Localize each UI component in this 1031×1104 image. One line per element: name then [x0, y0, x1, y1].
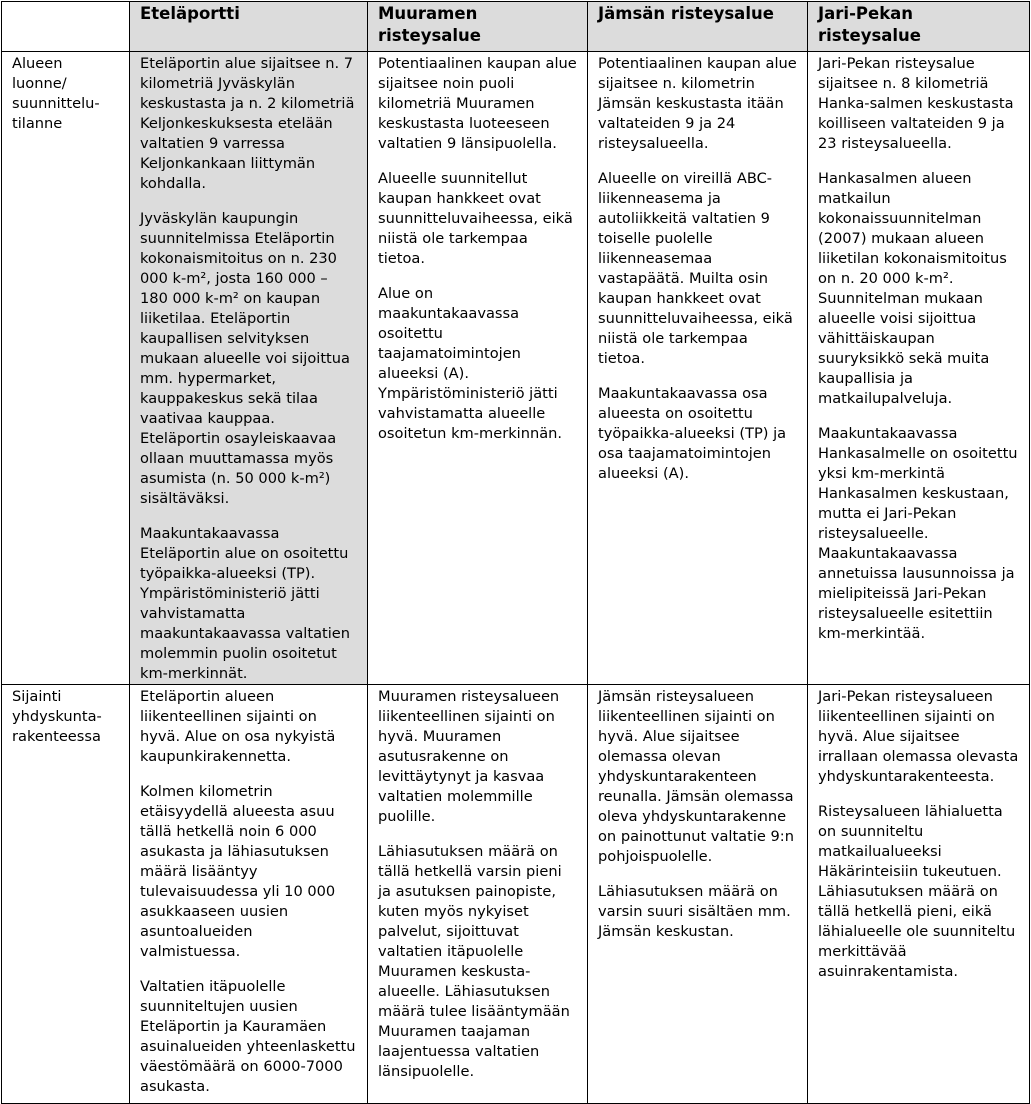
paragraph: Alue on maakuntakaavassa osoitettu taajamatoimintojen alueeksi (A). Ympäristöministeriö jätti vahvistamatta alueelle osoitetun km-merkinnän.: [378, 285, 563, 442]
header-row: [2, 2, 1030, 52]
paragraph: Alueelle suunnitellut kaupan hankkeet ovat suunnitteluvaiheessa, eikä niistä ole tarkempaa tietoa.: [378, 170, 573, 267]
paragraph: Maakuntakaavassa Hankasalmelle on osoitettu yksi km-merkintä Hankasalmen keskustaan, mutta ei Jari-Pekan risteysalueelle. Maakuntakaavassa annetuissa lausunnoissa ja mielipiteissä Jari-Pekan risteysalueelle esitettiin km-merkintää.: [818, 425, 1018, 642]
paragraph: Potentiaalinen kaupan alue sijaitsee n. kilometrin Jämsän keskustasta itään valtateiden 9 ja 24 risteysalueella.: [598, 55, 797, 152]
cell-jari-pekka-luonne: [808, 52, 1030, 685]
row-label-luonne: Alueen luonne/ suunnittelu-tilanne: [2, 52, 130, 685]
paragraph: Eteläportin alue sijaitsee n. 7 kilometriä Jyväskylän keskustasta ja n. 2 kilometriä Keljonkeskuksesta etelään valtatien 9 varressa Keljonkankaan liittymän kohdalla.: [140, 55, 355, 192]
cell-jari-pekka-sijainti: [808, 685, 1030, 1104]
header-jamsa: Jämsän risteysalue: [588, 2, 808, 52]
paragraph: Jyväskylän kaupungin suunnitelmissa Eteläportin kokonaismitoitus on n. 230 000 k-m², josta 160 000 – 180 000 k-m² on kaupan liiketilaa. Eteläportin kaupallisen selvityksen mukaan alueelle voi sijoittua mm. hypermarket, kauppakeskus sekä tilaa vaativaa kauppaa. Eteläportin osayleiskaavaa ollaan muuttamassa myös asumista (n. 50 000 k-m²) sisältäväksi.: [140, 210, 350, 507]
paragraph: Valtatien itäpuolelle suunniteltujen uusien Eteläportin ja Kauramäen asuinalueiden yhteenlaskettu väestömäärä on 6000-7000 asukasta.: [140, 978, 356, 1095]
table-row: [2, 685, 1030, 1104]
cell-muurame-luonne: [368, 52, 588, 685]
paragraph: Maakuntakaavassa osa alueesta on osoitettu työpaikka-alueeksi (TP) ja osa taajamatoimintojen alueeksi (A).: [598, 385, 787, 482]
header-jari-pekka: Jari-Pekan risteysalue: [808, 2, 1030, 52]
paragraph: Hankasalmen alueen matkailun kokonaissuunnitelman (2007) mukaan alueen liiketilan kokonaismitoitus on n. 20 000 k-m². Suunnitelman mukaan alueelle voisi sijoittua vähittäiskaupan suuryksikkö sekä muita kaupallisia ja matkailupalveluja.: [818, 170, 1007, 407]
paragraph: Eteläportin alueen liikenteellinen sijainti on hyvä. Alue on osa nykyistä kaupunkirakennetta.: [140, 688, 336, 765]
paragraph: Risteysalueen lähialuetta on suunniteltu matkailualueeksi Häkärinteisiin tukeutuen. Lähiasutuksen määrä on tällä hetkellä pieni, eikä lähialueelle ole suunniteltu merkittävää asuinrakentamista.: [818, 803, 1016, 980]
paragraph: Jari-Pekan risteysalue sijaitsee n. 8 kilometriä Hanka-salmen keskustasta koilliseen valtateiden 9 ja 23 risteysalueella.: [818, 55, 1014, 152]
row-label-sijainti: Sijainti yhdyskunta-rakenteessa: [2, 685, 130, 1104]
cell-etelaportti-luonne: [130, 52, 368, 685]
cell-etelaportti-sijainti: [130, 685, 368, 1104]
paragraph: Alueelle on vireillä ABC-liikenneasema ja autoliikkeitä valtatien 9 toiselle puolelle liikenneasemaa vastapäätä. Muilta osin kaupan hankkeet ovat suunnitteluvaiheessa, eikä niistä ole tarkempaa tietoa.: [598, 170, 793, 367]
header-corner: [2, 2, 130, 52]
comparison-table: [1, 1, 1030, 1104]
paragraph: Jämsän risteysalueen liikenteellinen sijainti on hyvä. Alue sijaitsee olemassa olevan yhdyskuntarakenteen reunalla. Jämsän olemassa oleva yhdyskuntarakenne on painottunut valtatie 9:n pohjoispuolelle.: [598, 688, 794, 865]
paragraph: Lähiasutuksen määrä on tällä hetkellä varsin pieni ja asutuksen painopiste, kuten myös nykyiset palvelut, sijoittuvat valtatien itäpuolelle Muuramen keskusta-alueelle. Lähiasutuksen määrä tulee lisääntymään Muuramen taajaman laajentuessa valtatien länsipuolelle.: [378, 843, 570, 1080]
header-muurame: Muuramen risteysalue: [368, 2, 588, 52]
header-etelaportti: Eteläportti: [130, 2, 368, 52]
paragraph: Muuramen risteysalueen liikenteellinen sijainti on hyvä. Muuramen asutusrakenne on levittäytynyt ja kasvaa valtatien molemmille puolille.: [378, 688, 560, 825]
paragraph: Potentiaalinen kaupan alue sijaitsee noin puoli kilometriä Muuramen keskustasta luoteeseen valtatien 9 länsipuolella.: [378, 55, 577, 152]
table-row: [2, 52, 1030, 685]
paragraph: Lähiasutuksen määrä on varsin suuri sisältäen mm. Jämsän keskustan.: [598, 883, 791, 940]
paragraph: Jari-Pekan risteysalueen liikenteellinen sijainti on hyvä. Alue sijaitsee irrallaan olemassa olevasta yhdyskuntarakenteesta.: [818, 688, 1019, 785]
cell-muurame-sijainti: [368, 685, 588, 1104]
paragraph: Maakuntakaavassa Eteläportin alue on osoitettu työpaikka-alueeksi (TP). Ympäristöministeriö jätti vahvistamatta maakuntakaavassa valtatien molemmin puolin osoitetut km-merkinnät.: [140, 525, 351, 682]
paragraph: Kolmen kilometrin etäisyydellä alueesta asuu tällä hetkellä noin 6 000 asukasta ja lähiasutuksen määrä lisääntyy tulevaisuudessa yli 10 000 asukkaaseen uusien asuntoalueiden valmistuessa.: [140, 783, 336, 960]
cell-jamsa-luonne: [588, 52, 808, 685]
cell-jamsa-sijainti: [588, 685, 808, 1104]
